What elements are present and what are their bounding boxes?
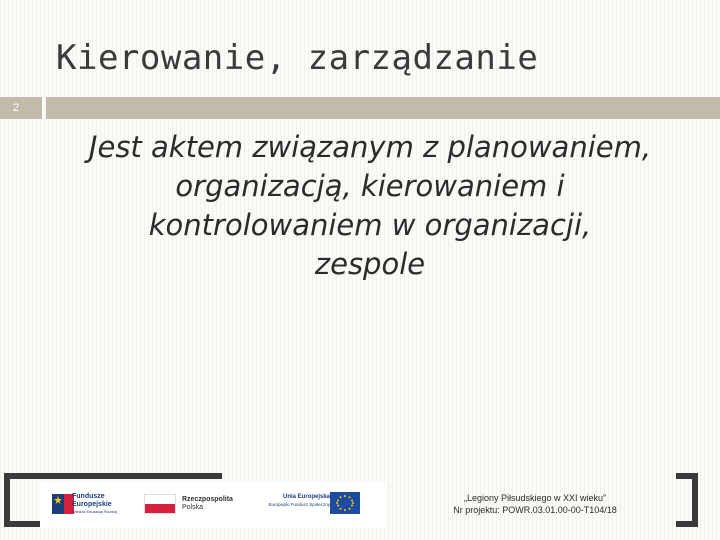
body-line: kontrolowaniem w organizacji, bbox=[148, 208, 592, 242]
ue-logo-text bbox=[250, 494, 330, 508]
pl-title: Rzeczpospolita bbox=[182, 496, 233, 503]
body-line: Jest aktem związanym z planowaniem, bbox=[88, 130, 652, 164]
eu-flag-icon bbox=[330, 492, 360, 514]
slide-body bbox=[40, 128, 700, 284]
project-name: „Legiony Piłsudskiego w XXI wieku” bbox=[463, 493, 607, 503]
fe-title: Fundusze Europejskie bbox=[72, 493, 112, 508]
project-number: Nr projektu: POWR.03.01.00-00-T104/18 bbox=[453, 505, 617, 515]
ue-title: Unia Europejska bbox=[282, 494, 330, 500]
footer-logo-bar bbox=[40, 482, 386, 528]
slide-title: Kierowanie, zarządzanie bbox=[56, 38, 539, 78]
body-line: zespole bbox=[314, 247, 426, 281]
fe-logo-text bbox=[72, 493, 132, 515]
project-info bbox=[400, 492, 670, 516]
fe-subtitle: Wiedza Edukacja Rozwój bbox=[72, 509, 118, 514]
body-line: organizacją, kierowaniem i bbox=[175, 169, 565, 203]
poland-flag-icon bbox=[144, 494, 176, 514]
pl-logo-text bbox=[182, 496, 233, 512]
slide-number: 2 bbox=[0, 97, 42, 119]
ue-subtitle: Europejski Fundusz Społeczny bbox=[268, 502, 330, 507]
footer-bracket-right bbox=[676, 473, 698, 527]
pl-subtitle: Polska bbox=[182, 504, 204, 511]
title-rule bbox=[46, 97, 720, 119]
